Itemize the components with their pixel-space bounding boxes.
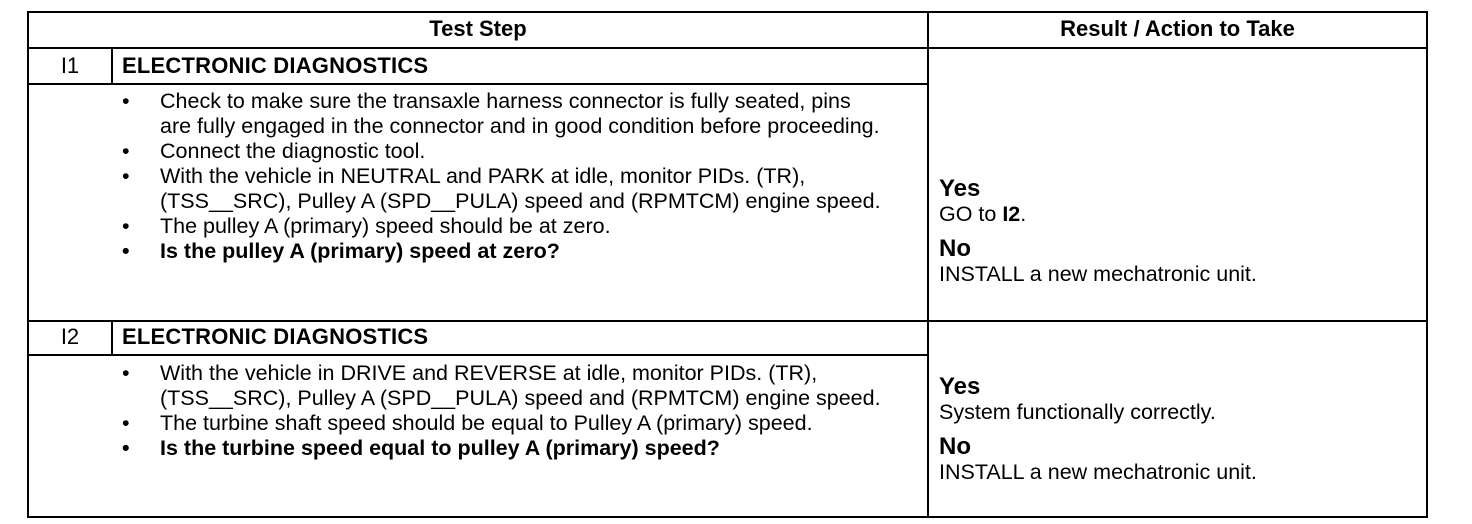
yes-label: Yes (939, 175, 981, 202)
step-separator-rule (27, 320, 1428, 322)
bullet-icon: • (122, 361, 130, 385)
yes-label: Yes (939, 373, 981, 400)
header-rule (27, 47, 1428, 49)
step-id: I2 (60, 324, 80, 349)
list-item (122, 361, 892, 411)
list-item-question (122, 436, 892, 461)
bullet-icon: • (122, 164, 130, 188)
no-label: No (939, 433, 971, 460)
step-id: I1 (60, 53, 80, 78)
instruction-text: Connect the diagnostic tool. (160, 139, 426, 163)
instruction-text: The turbine shaft speed should be equal to Pulley A (primary) speed. (160, 411, 813, 435)
no-action: INSTALL a new mechatronic unit. (939, 460, 1257, 484)
list-item (122, 139, 882, 164)
instruction-text: With the vehicle in DRIVE and REVERSE at idle, monitor PIDs. (TR), (TSS__SRC), Pulley A (SPD__PULA) speed and (RPMTCM) engine speed. (160, 361, 881, 410)
instruction-text: Check to make sure the transaxle harness connector is fully seated, pins are fully engaged in the connector and in good condition before proceeding. (160, 89, 880, 138)
step-title-rule-i2 (27, 354, 928, 356)
yes-action-punct: . (1020, 202, 1027, 226)
yes-action-text: GO to (939, 202, 1003, 226)
step-title-rule-i1 (27, 83, 928, 85)
bullet-icon: • (122, 436, 130, 460)
no-label: No (939, 235, 971, 262)
no-action: INSTALL a new mechatronic unit. (939, 262, 1257, 286)
result-block (939, 374, 1257, 485)
step-id-divider-i1 (111, 48, 113, 84)
instruction-text: With the vehicle in NEUTRAL and PARK at idle, monitor PIDs. (TR), (TSS__SRC), Pulley A (SPD__PULA) speed and (RPMTCM) engine speed. (160, 164, 881, 213)
bullet-icon: • (122, 214, 130, 238)
header-result-action: Result / Action to Take (1060, 16, 1295, 41)
yes-action (939, 202, 1257, 227)
step-title: ELECTRONIC DIAGNOSTICS (122, 324, 429, 349)
bullet-icon: • (122, 139, 130, 163)
instruction-text: The pulley A (primary) speed should be at zero. (160, 214, 611, 238)
result-block (939, 176, 1257, 287)
bullet-icon: • (122, 411, 130, 435)
yes-action: System functionally correctly. (939, 400, 1216, 424)
bullet-icon: • (122, 239, 130, 263)
question-text: Is the turbine speed equal to pulley A (primary) speed? (160, 436, 720, 460)
list-item (122, 411, 892, 436)
question-text: Is the pulley A (primary) speed at zero? (160, 239, 560, 263)
step-instructions (122, 361, 892, 461)
header-test-step: Test Step (429, 16, 527, 41)
step-id-divider-i2 (111, 321, 113, 355)
goto-step-link[interactable]: I2 (1002, 202, 1021, 226)
list-item (122, 164, 882, 214)
bullet-icon: • (122, 89, 130, 113)
step-title: ELECTRONIC DIAGNOSTICS (122, 53, 429, 78)
list-item (122, 214, 882, 239)
step-instructions (122, 89, 882, 264)
column-divider-main (927, 11, 929, 518)
list-item (122, 89, 882, 139)
list-item-question (122, 239, 882, 264)
